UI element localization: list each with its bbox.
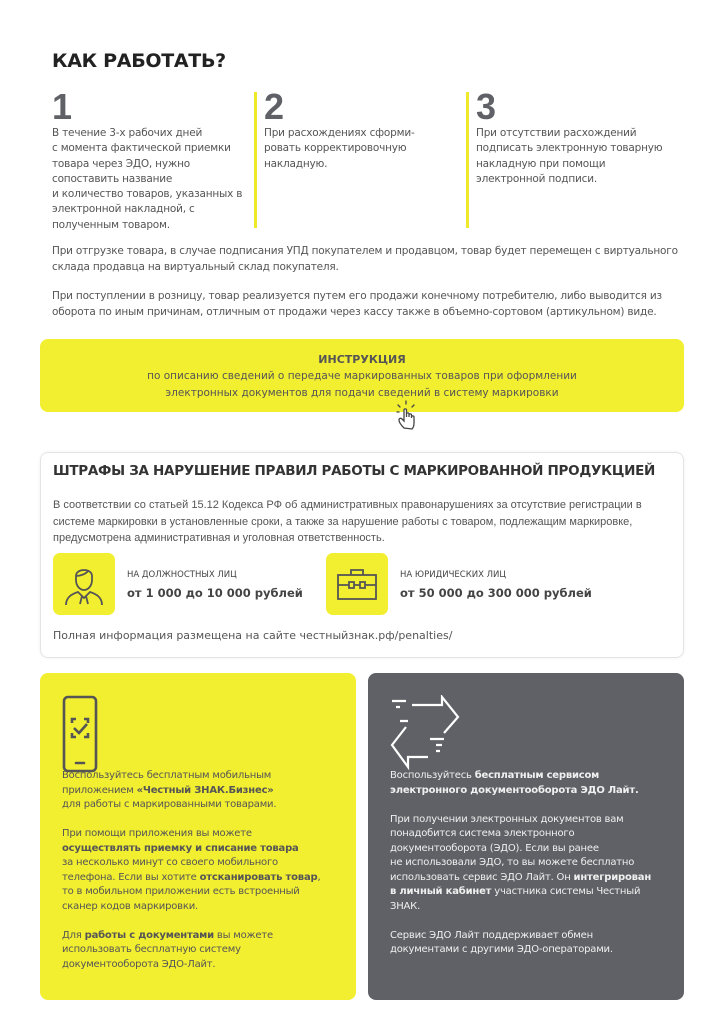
text-segment: Воспользуйтесь: [390, 770, 475, 781]
penalties-section: [40, 452, 684, 658]
text-segment: участника системы Честный ЗНАК.: [390, 886, 641, 912]
card-paragraph: [390, 929, 662, 958]
step-text: При отсутствии расхождений подписать электронную товарную накладную при помощи электронной подписи.: [476, 127, 663, 185]
penalties-title: ШТРАФЫ ЗА НАРУШЕНИЕ ПРАВИЛ РАБОТЫ С МАРКИРОВАННОЙ ПРОДУКЦИЕЙ: [53, 463, 656, 479]
edo-lite-card: [368, 673, 684, 1000]
step-3: [476, 86, 676, 187]
step-number: 2: [264, 86, 285, 127]
bold-text: осуществлять приемку и списание товара: [62, 842, 299, 854]
instruction-line: по описанию сведений о передаче маркированных товаров при оформлении: [147, 370, 577, 382]
fine-label: НА ДОЛЖНОСТНЫХ ЛИЦ: [127, 570, 237, 580]
fine-value: от 50 000 до 300 000 рублей: [400, 586, 592, 600]
step-number: 3: [476, 86, 497, 127]
bold-text: бесплатным сервисом электронного документооборота ЭДО Лайт.: [390, 770, 639, 796]
instruction-title: ИНСТРУКЦИЯ: [318, 353, 406, 366]
legal-entities-fine: [400, 570, 592, 600]
briefcase-icon: [326, 553, 388, 615]
text-segment: за несколько минут со своего мобильного телефона. Если вы хотите: [62, 857, 278, 883]
page-title: КАК РАБОТАТЬ?: [52, 50, 226, 72]
exchange-arrows-icon: [390, 695, 460, 773]
app-card-text: [62, 769, 334, 972]
edo-card-text: [390, 769, 662, 958]
retail-paragraph: При поступлении в розницу, товар реализуется путем его продажи конечному потребителю, либо выводится из оборота по иным причинам, отличным от продажи через кассу также в объемно-сортовом (артикульном) виде.: [52, 290, 662, 318]
text-segment: Сервис ЭДО Лайт поддерживает обмен документами с другими ЭДО-операторами.: [390, 929, 613, 955]
mobile-app-card: [40, 673, 356, 1000]
card-paragraph: [390, 769, 662, 798]
text-segment: для работы с маркированными товарами.: [62, 799, 277, 810]
text-segment: , то в мобильном приложении есть встроенный сканер кодов маркировки.: [62, 871, 321, 912]
card-paragraph: [62, 929, 334, 973]
text-segment: Для: [62, 929, 85, 941]
step-1: [52, 86, 252, 233]
card-paragraph: [62, 827, 334, 914]
instruction-line: электронных документов для подачи сведений в систему маркировки: [165, 387, 559, 399]
person-icon: [53, 553, 115, 615]
divider: [466, 92, 469, 228]
penalties-footer: Полная информация размещена на сайте честныйзнак.рф/penalties/: [53, 629, 453, 642]
fine-label: НА ЮРИДИЧЕСКИХ ЛИЦ: [400, 570, 506, 580]
divider: [254, 92, 257, 228]
bold-text: «Честный ЗНАК.Бизнес»: [136, 784, 274, 796]
fine-value: от 1 000 до 10 000 рублей: [127, 586, 303, 600]
text-segment: вы можете использовать бесплатную систему документооборота ЭДО-Лайт.: [62, 929, 273, 970]
card-paragraph: [62, 769, 334, 813]
step-number: 1: [52, 86, 73, 127]
shipment-paragraph: При отгрузке товара, в случае подписания УПД покупателем и продавцом, товар будет перемещен с виртуального склада продавца на виртуальный склад покупателя.: [52, 245, 678, 273]
step-2: [264, 86, 464, 172]
text-segment: При получении электронных документов вам понадобится система электронного документооборота (ЭДО). Если вы ранее не использовали ЭДО, то вы можете бесплатно использовать сервис ЭДО Лайт. Он: [390, 813, 635, 883]
step-text: При расхождениях сформи- ровать корректировочную накладную.: [264, 127, 415, 170]
hand-pointer-icon[interactable]: [396, 400, 424, 434]
bold-text: интегрирован в личный кабинет: [390, 871, 652, 897]
bold-text: отсканировать товар: [199, 871, 318, 883]
phone-scan-icon: [62, 695, 98, 773]
text-segment: Воспользуйтесь бесплатным мобильным приложением: [62, 770, 272, 796]
text-segment: При помощи приложения вы можете: [62, 828, 252, 839]
penalties-text: В соответствии со статьей 15.12 Кодекса РФ об административных правонарушениях за отсутствие регистрации в системе маркировки в установленные сроки, а также за нарушение работы с товаром, подлежащим маркировке, предусмотрена административная и уголовная ответственность.: [53, 499, 642, 544]
step-text: В течение 3-х рабочих дней с момента фактической приемки товара через ЭДО, нужно сопоставить название и количество товаров, указанных в электронной накладной, с полученным товаром.: [52, 127, 243, 231]
officials-fine: [127, 570, 303, 600]
bold-text: работы с документами: [84, 929, 214, 941]
card-paragraph: [390, 813, 662, 915]
instruction-banner[interactable]: [40, 339, 684, 412]
